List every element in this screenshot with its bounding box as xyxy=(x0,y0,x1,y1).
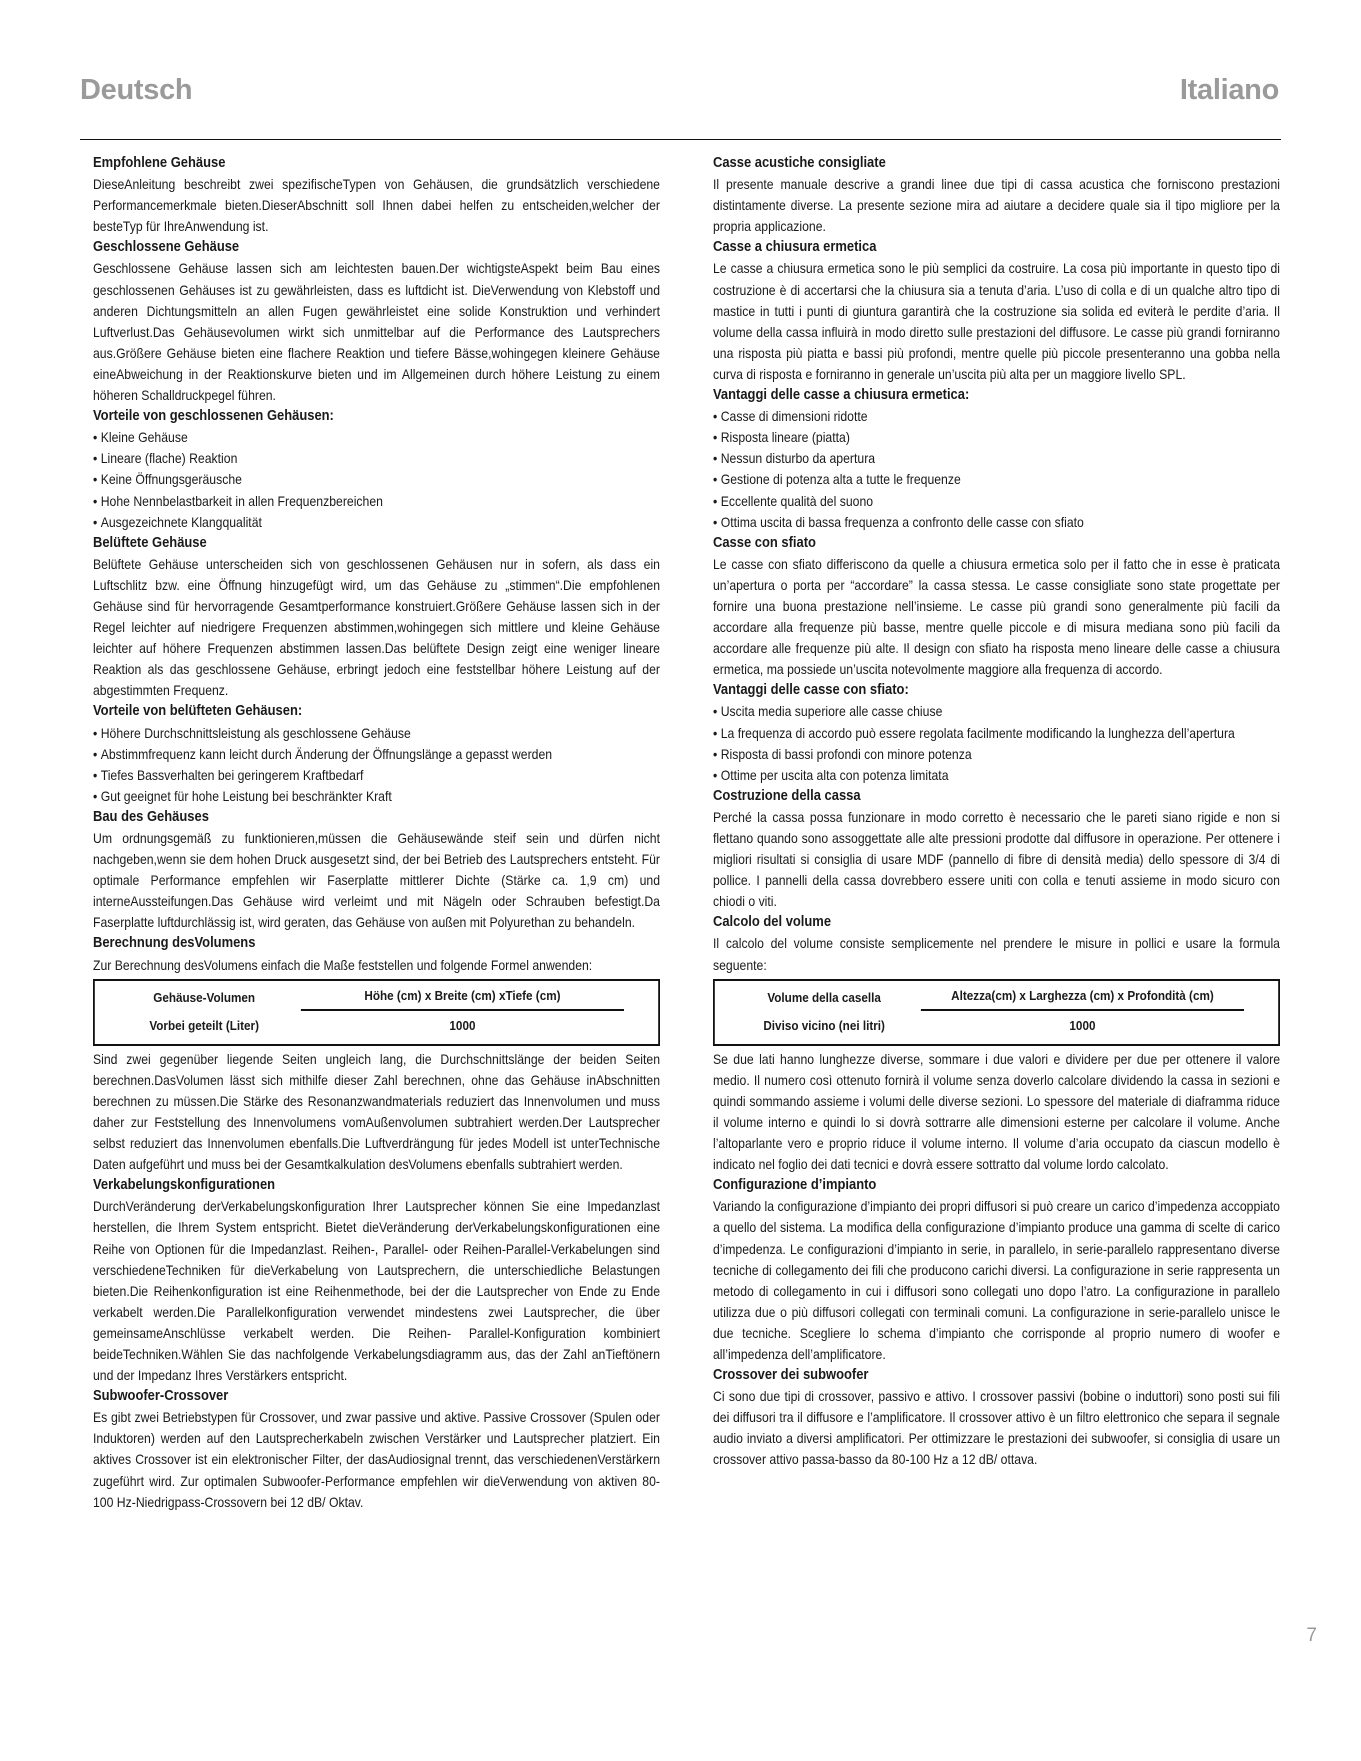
section-title: Casse a chiusura ermetica xyxy=(713,239,877,256)
section-title: Bau des Gehäuses xyxy=(93,808,209,825)
section-text: DurchVeränderung derVerkabelungskonfiguration Ihrer Lautsprecher können Sie eine Impedanzlast herstellen, die Ihrem System entspricht. Bietet dieVeränderung derVerkabelungskonfigurationen eine Reihe von Optionen für die Impedanzlast. Reihen-, Parallel- oder Reihen-Parallel-Verkabelungen sind verschiedeneTechniken für dieVerkabelung von Lautsprechern, die unterschiedliche Belastungen bieten.Die Reihenkonfiguration ist eine Reihenmethode, bei der die Lautsprecher von Ende zu Ende verkabelt werden.Die Parallelkonfiguration verwendet mindestens zwei Lautsprecher, die über gemeinsameAnschlüsse verkabelt werden. Die Reihen- Parallel-Konfiguration kombiniert beideTechniken.Wählen Sie das nachfolgende Verkabelungsdiagramm aus, das der Zahl anTieftönern und der Impedanz Ihres Verstärkers entspricht. xyxy=(93,1199,660,1384)
section-title: Costruzione della cassa xyxy=(713,787,861,804)
section-title: Configurazione d’impianto xyxy=(713,1177,877,1194)
formula-denominator: 1000 xyxy=(449,1018,476,1034)
section-title: Subwoofer-Crossover xyxy=(93,1388,229,1405)
formula-label: Gehäuse-Volumen xyxy=(153,990,256,1006)
list-item: • Ottime per uscita alta con potenza limitata xyxy=(713,765,1280,786)
list-item: • Kleine Gehäuse xyxy=(93,427,660,448)
column-italian xyxy=(713,153,1280,1471)
section-title: Berechnung desVolumens xyxy=(93,935,256,952)
section-title: Casse con sfiato xyxy=(713,534,816,551)
column-german xyxy=(93,153,660,1513)
section-text: DieseAnleitung beschreibt zwei spezifischeTypen von Gehäusen, die grundsätzlich verschiedene Performancemerkmale bieten.DieserAbschnitt soll Ihnen dabei helfen zu entscheiden,welcher der besteTyp für IhreAnwendung ist. xyxy=(93,177,660,235)
section-title: Geschlossene Gehäuse xyxy=(93,239,240,256)
section-text: Le casse con sfiato differiscono da quelle a chiusura ermetica solo per il fatto che in esse è praticata un’apertura o porta per “accordare” la cassa stessa. Le casse consigliate sono state progettate per fornire una buona prestazione nell’insieme. Le casse più grandi sono generalmente più facili da accordare alla frequenze più basse, mentre quelle piccole e di misura mediana sono più facili da accordare alle frequenze più alte. Il design con sfiato ha risposta meno lineare delle casse a chiusura ermetica, ma possiede un’uscita notevolmente maggiore alla frequenza di accordo. xyxy=(713,556,1280,678)
list-item: • Hohe Nennbelastbarkeit in allen Frequenzbereichen xyxy=(93,491,660,512)
section-title: Verkabelungskonfigurationen xyxy=(93,1177,276,1194)
section-title: Empfohlene Gehäuse xyxy=(93,155,226,171)
section-text: Il calcolo del volume consiste semplicemente nel prendere le misure in pollici e usare la formula seguente: xyxy=(713,936,1280,973)
formula-numerator: Altezza(cm) x Larghezza (cm) x Profondità (cm) xyxy=(921,985,1244,1011)
section-text: Il presente manuale descrive a grandi linee due tipi di cassa acustica che forniscono prestazioni distintamente diverse. La presente sezione mira ad aiutare a decidere quale sia il tipo migliore per la propria applicazione. xyxy=(713,177,1280,235)
section-text: Sind zwei gegenüber liegende Seiten ungleich lang, die Durchschnittslänge der beiden Seiten berechnen.DasVolumen lässt sich mithilfe dieser Zahl berechnen, ohne das Gehäuse inAbschnitten berechnen zu müssen.Die Stärke des Resonanzwandmaterials reduziert das Innenvolumen und muss daher zur Feststellung des Innenvolumens vomAußenvolumen subtrahiert werden.Der Lautsprecher selbst reduziert das Innenvolumen ebenfalls.Die Luftverdrängung für jedes Modell ist unterTechnische Daten aufgeführt und muss bei der Gesamtkalkulation desVolumens ebenfalls subtrahiert werden. xyxy=(93,1051,660,1173)
list-item: • Abstimmfrequenz kann leicht durch Änderung der Öffnungslänge a gepasst werden xyxy=(93,744,660,765)
section-title: Belüftete Gehäuse xyxy=(93,534,207,551)
section-text: Ci sono due tipi di crossover, passivo e attivo. I crossover passivi (bobine o induttori) sono posti sui fili dei diffusori tra il diffusore e l’amplificatore. Il crossover attivo è un filtro elettronico che separa il segnale audio inviato a diversi amplificatori. Per ottimizzare le prestazioni dei subwoofer, si consiglia di usare un crossover attivo passa-basso da 80-100 Hz a 12 dB/ ottava. xyxy=(713,1389,1280,1468)
section-text: Geschlossene Gehäuse lassen sich am leichtesten bauen.Der wichtigsteAspekt beim Bau eines geschlossenen Gehäuses ist zu gewährleisten, dass es luftdicht ist. DieVerwendung von Klebstoff und anderen Dichtungsmitteln an allen Fugen gewährleistet eine solide Konstruktion und verhindert Luftverlust.Das Gehäusevolumen wirkt sich unmittelbar auf die Performance des Lautsprechers aus.Größere Gehäuse bieten eine flachere Reaktion und tiefere Bässe,wohingegen kleinere Gehäuse eineAbweichung in der Reaktionskurve bieten und im Allgemeinen durch höhere Leistung zu einem höheren Schalldruckpegel führen. xyxy=(93,261,660,404)
bullet-list xyxy=(713,701,1280,785)
section-title: Vantaggi delle casse a chiusura ermetica: xyxy=(713,387,970,404)
list-item: • Nessun disturbo da apertura xyxy=(713,448,1280,469)
section-text: Zur Berechnung desVolumens einfach die Maße feststellen und folgende Formel anwenden: xyxy=(93,957,593,973)
volume-formula-box xyxy=(93,979,660,1046)
list-item: • Keine Öffnungsgeräusche xyxy=(93,469,660,490)
language-heading-german: Deutsch xyxy=(80,74,193,106)
formula-denominator: 1000 xyxy=(1069,1018,1096,1034)
formula-label: Diviso vicino (nei litri) xyxy=(763,1018,885,1034)
section-text: Se due lati hanno lunghezze diverse, sommare i due valori e dividere per due per ottenere il valore medio. Il numero così ottenuto fornirà il volume senza doverlo calcolare dividendo la cassa in sezioni e quindi sommando assieme i volumi delle diverse sezioni. Lo spessore del materiale di diaframma riduce il volume interno e quindi lo si dovrà sottrarre alle dimensioni esterne per calcolare il volume. Anche l’altoparlante vero e proprio riduce il volume interno. Il volume d’aria occupato da ciascun modello è indicato nel foglio dei dati tecnici e dovrà essere sottratto dal volume lordo calcolato. xyxy=(713,1051,1280,1173)
section-title: Casse acustiche consigliate xyxy=(713,155,886,171)
list-item: • Gestione di potenza alta a tutte le frequenze xyxy=(713,469,1280,490)
bullet-list xyxy=(713,406,1280,533)
language-heading-italian: Italiano xyxy=(1179,74,1279,106)
section-text: Le casse a chiusura ermetica sono le più semplici da costruire. La cosa più importante in questo tipo di costruzione è di accertarsi che la chiusura sia a tenuta d’aria. L’uso di colla e di un qualche altro tipo di mastice in tutti i punti di giuntura garantirà che la costruzione sia solida ed eviterà le perdite d’aria. Il volume della cassa influirà in modo diretto sulle prestazioni del diffusore. Le casse più grandi forniranno una risposta più piatta e bassi più profondi, mentre quelle più piccole presenteranno una gobba nella curva di risposta e forniranno in generale un’uscita più alta per un maggiore livello SPL. xyxy=(713,261,1280,382)
formula-label: Volume della casella xyxy=(767,990,881,1006)
section-title: Vorteile von geschlossenen Gehäusen: xyxy=(93,408,334,425)
section-title: Crossover dei subwoofer xyxy=(713,1367,869,1384)
page-number: 7 xyxy=(1306,1625,1317,1646)
section-text: Perché la cassa possa funzionare in modo corretto è necessario che le pareti siano rigide e non si flettano quando sono assoggettate alle alte pressioni prodotte dal diffusore in operazione. Per ottenere i migliori risultati si consiglia di usare MDF (pannello di fibre di densità media) dello spessore di 3/4 di pollice. I pannelli della cassa dovrebbero essere uniti con colla e tenuti assieme in modo sicuro con chiodi o viti. xyxy=(713,809,1280,910)
list-item: • Lineare (flache) Reaktion xyxy=(93,448,660,469)
section-text: Um ordnungsgemäß zu funktionieren,müssen die Gehäusewände steif sein und dürfen nicht nachgeben,wenn sie dem hohen Druck ausgesetzt sind, der bei Betrieb des Lautsprechers entsteht. Für optimale Performance empfehlen wir Faserplatte mittlerer Dichte (Stärke ca. 1,9 cm) und interneAussteifungen.Das Gehäuse wird verleimt und mit Nägeln oder Schrauben befestigt.Da Faserplatte luftdurchlässig ist, wird geraten, das Gehäuse von außen mit Polyurethan zu behandeln. xyxy=(93,831,660,931)
list-item: • Gut geeignet für hohe Leistung bei beschränkter Kraft xyxy=(93,786,660,807)
bullet-list xyxy=(93,723,660,807)
formula-label: Vorbei geteilt (Liter) xyxy=(149,1018,259,1034)
list-item: • Risposta di bassi profondi con minore potenza xyxy=(713,744,1280,765)
list-item: • Höhere Durchschnittsleistung als geschlossene Gehäuse xyxy=(93,723,660,744)
section-text: Es gibt zwei Betriebstypen für Crossover, und zwar passive und aktive. Passive Crossover (Spulen oder Induktoren) werden auf den Lautsprecherkabeln zwischen Verstärker und Lautsprecher platziert. Ein aktives Crossover ist ein elektronischer Filter, der dasAudiosignal trennt, das verschiedenenVerstärkern zugeführt wird. Zur optimalen Subwoofer-Performance empfehlen wir dieVerwendung von aktiven 80-100 Hz-Niedrigpass-Crossovern bei 12 dB/ Oktav. xyxy=(93,1410,660,1510)
section-text: Variando la configurazione d’impianto dei propri diffusori si può creare un carico d’impedenza accoppiato a quello del sistema. La modifica della configurazione d’impianto produce una gamma di scelte di carico d’impedenza. Le configurazioni d’impianto in serie, in parallelo, in serie-parallelo rappresentano diverse tecniche di collegamento dei fili che producono carichi diversi. La configurazione in serie rappresenta un metodo di collegamento in cui i diffusori sono collegati uno dopo l’atro. La configurazione in parallelo utilizza due o più diffusori collegati con terminali comuni. La configurazione in serie-parallelo unisce le due tecniche. Scegliere lo schema d’impianto che corrisponde al proprio numero di woofer e all’impedenza dell’amplificatore. xyxy=(713,1199,1280,1362)
section-title: Calcolo del volume xyxy=(713,914,832,931)
section-text: Belüftete Gehäuse unterscheiden sich von geschlossenen Gehäusen nur in sofern, als dass ein Luftschlitz bzw. eine Öffnung hinzugefügt wird, um das Gehäuse zu „stimmen“.Die empfohlenen Gehäuse sind für hervorragende Gesamtperformance konstruiert.Größere Gehäuse lassen sich in der Regel leichter auf niedrigere Frequenzen abstimmen,wohingegen sich mittlere und kleine Gehäuse leichter auf höhere Frequenzen abstimmen lassen.Das belüftete Design zeigt eine weniger lineare Reaktion als das geschlossene Gehäuse, erbringt jedoch eine feststellbar höhere Leistung auf der abgestimmten Frequenz. xyxy=(93,556,660,699)
list-item: • Risposta lineare (piatta) xyxy=(713,427,1280,448)
list-item: • Eccellente qualità del suono xyxy=(713,491,1280,512)
list-item: • Tiefes Bassverhalten bei geringerem Kraftbedarf xyxy=(93,765,660,786)
list-item: • Casse di dimensioni ridotte xyxy=(713,406,1280,427)
list-item: • Ottima uscita di bassa frequenza a confronto delle casse con sfiato xyxy=(713,512,1280,533)
section-title: Vantaggi delle casse con sfiato: xyxy=(713,682,909,699)
header-rule xyxy=(80,139,1281,140)
formula-numerator: Höhe (cm) x Breite (cm) xTiefe (cm) xyxy=(301,985,624,1011)
list-item: • Uscita media superiore alle casse chiuse xyxy=(713,701,1280,722)
bullet-list xyxy=(93,427,660,532)
section-title: Vorteile von belüfteten Gehäusen: xyxy=(93,703,303,720)
volume-formula-box xyxy=(713,979,1280,1046)
list-item: • Ausgezeichnete Klangqualität xyxy=(93,512,660,533)
list-item: • La frequenza di accordo può essere regolata facilmente modificando la lunghezza dell’apertura xyxy=(713,723,1280,744)
